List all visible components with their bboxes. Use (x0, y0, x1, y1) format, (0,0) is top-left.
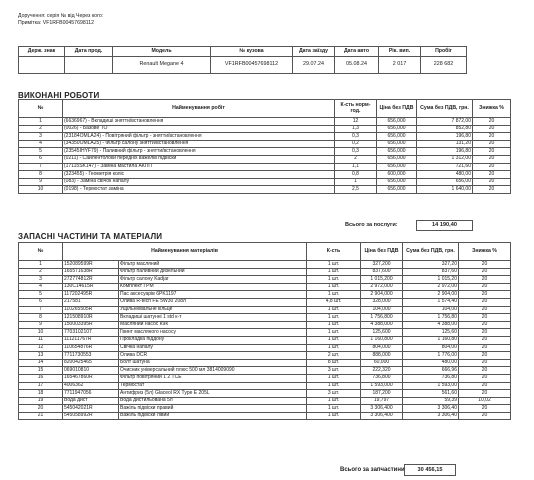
vehicle-header-cell: Рік. вип. (379, 47, 421, 57)
parts-cell: 272774812R (63, 276, 119, 284)
parts-cell: 804,00 (403, 344, 459, 352)
vehicle-table (18, 46, 467, 74)
vehicle-cell: 228 682 (421, 57, 467, 74)
parts-cell: 7711730553 (63, 352, 119, 360)
parts-cell: 12 (19, 344, 63, 352)
works-cell: 20 (473, 148, 511, 156)
parts-cell: 7 (19, 306, 63, 314)
parts-cell: 1 574,40 (403, 298, 459, 306)
parts-cell: 20 (459, 367, 511, 375)
parts-cell: 736,800 (361, 374, 403, 382)
works-cell: (323455) - Геометрія коліс (63, 171, 335, 179)
parts-cell: 20 (459, 276, 511, 284)
parts-cell: 2 (19, 268, 63, 276)
parts-cell: 1 776,00 (403, 352, 459, 360)
vehicle-cell (19, 57, 65, 74)
parts-cell: 3 (19, 276, 63, 284)
parts-cell: 20 (459, 314, 511, 322)
table-row (19, 314, 511, 322)
table-row (19, 276, 511, 284)
parts-cell: 3 шт. (307, 390, 361, 398)
vehicle-header-cell: Дата заїзду (293, 47, 335, 57)
parts-cell: Болт шатуна (119, 359, 307, 367)
parts-cell: 1 015,200 (361, 276, 403, 284)
works-cell: 1,1 (335, 163, 377, 171)
table-row (19, 397, 511, 405)
parts-cell: 666,96 (403, 367, 459, 375)
table-row (19, 344, 511, 352)
works-cell: (23545IHYF79) - Паливний фільтр - знятти/встановлення (63, 148, 335, 156)
works-cell: (083) - Заміна свічок напалу (63, 178, 335, 186)
parts-cell: 3 306,40 (403, 412, 459, 420)
parts-cell: 20 (19, 405, 63, 413)
works-cell: 131,20 (417, 140, 473, 148)
table-row (19, 125, 511, 133)
parts-cell: Фільтр паливний дизельний (119, 268, 307, 276)
parts-cell: 150003395R (63, 321, 119, 329)
parts-cell: 20 (459, 336, 511, 344)
works-cell: 656,000 (377, 148, 417, 156)
vehicle-header-cell: Пробіг (421, 47, 467, 57)
parts-cell: 104,00 (403, 306, 459, 314)
parts-cell: Прокладка піддону (119, 336, 307, 344)
vehicle-header-cell: Держ. знак (19, 47, 65, 57)
table-row (19, 171, 511, 179)
works-cell: (6636967) - Вкладиші знятти/встановлення (63, 118, 335, 126)
parts-table (18, 242, 511, 420)
works-cell: (17115SK147) - Заміна мастила АКПП (63, 163, 335, 171)
vehicle-cell: 05.08.24 (335, 57, 379, 74)
parts-cell: 1 015,20 (403, 276, 459, 284)
parts-cell: 117202495R (63, 291, 119, 299)
works-cell: 1 (335, 178, 377, 186)
works-cell: 1 (19, 118, 63, 126)
vehicle-header-cell: Модель (113, 47, 211, 57)
works-cell: 8 (19, 171, 63, 179)
works-cell: 852,80 (417, 125, 473, 133)
works-cell: 656,000 (377, 118, 417, 126)
works-cell: 20 (473, 155, 511, 163)
parts-cell: Антифриз (5л) Glaceol RX Type E 205L (119, 390, 307, 398)
parts-cell: 2 972,000 (361, 283, 403, 291)
parts-cell: 1 шт. (307, 382, 361, 390)
parts-cell: 327,200 (361, 261, 403, 269)
parts-cell: Свічка напалу (119, 344, 307, 352)
works-cell: 721,60 (417, 163, 473, 171)
table-row (19, 306, 511, 314)
parts-cell: 19 (19, 397, 63, 405)
table-row (19, 163, 511, 171)
parts-cell: 165571638R (63, 268, 119, 276)
table-row (19, 261, 511, 269)
works-cell: 20 (473, 118, 511, 126)
parts-cell: 217581 (63, 298, 119, 306)
table-row (19, 367, 511, 375)
parts-cell: 20 (459, 405, 511, 413)
works-cell: 20 (473, 133, 511, 141)
works-cell: 20 (473, 125, 511, 133)
parts-cell: 327,20 (403, 261, 459, 269)
parts-cell: 10,02 (459, 397, 511, 405)
parts-cell: Важіль підвіски правий (119, 405, 307, 413)
table-row (19, 186, 511, 194)
parts-cell: 20 (459, 352, 511, 360)
parts-cell: Термостат (119, 382, 307, 390)
works-cell: 1 312,00 (417, 155, 473, 163)
table-row (19, 321, 511, 329)
table-row (19, 148, 511, 156)
parts-cell: 20 (459, 390, 511, 398)
works-total-label: Всього за послуги: (345, 222, 398, 228)
works-cell: 600,000 (377, 171, 417, 179)
parts-cell: 20 (459, 268, 511, 276)
parts-cell: 11 (19, 336, 63, 344)
parts-cell: 1 шт. (307, 321, 361, 329)
parts-cell: 3 306,400 (361, 405, 403, 413)
parts-cell: 20 (459, 374, 511, 382)
parts-cell: 110654876R (63, 344, 119, 352)
parts-cell: 20 (459, 261, 511, 269)
parts-cell: 6 (19, 298, 63, 306)
parts-cell: 4006362 (63, 382, 119, 390)
works-header-cell: К-сть норм-год. (335, 100, 377, 118)
works-cell: 656,000 (377, 140, 417, 148)
order-info-line: Доручення: серія № від Через кого: (18, 13, 104, 19)
parts-header-cell: Найменування матеріалів (63, 243, 307, 261)
works-header-cell: Найменування робіт (63, 100, 335, 118)
works-cell: 3 (19, 133, 63, 141)
parts-cell: 16 (19, 374, 63, 382)
parts-cell: 2 904,00 (403, 291, 459, 299)
parts-cell: 3 шт. (307, 367, 361, 375)
works-cell: 196,80 (417, 133, 473, 141)
works-cell: 20 (473, 186, 511, 194)
parts-cell: 4 388,000 (361, 321, 403, 329)
parts-cell: 1 шт. (307, 412, 361, 420)
parts-cell: 1 160,800 (361, 336, 403, 344)
parts-cell: 1 шт. (307, 291, 361, 299)
table-row (19, 283, 511, 291)
works-cell: (0198) - Термостат заміна (63, 186, 335, 194)
parts-cell: 15 (19, 367, 63, 375)
parts-cell: 1 160,80 (403, 336, 459, 344)
parts-cell: 888,000 (361, 352, 403, 360)
parts-cell: 20 (459, 329, 511, 337)
parts-cell: 21 (19, 412, 63, 420)
works-cell: 4 (19, 140, 63, 148)
works-cell: 1 640,00 (417, 186, 473, 194)
works-cell: (0026) - Базове ТО (63, 125, 335, 133)
parts-cell: 20 (459, 359, 511, 367)
parts-cell: Важіль підвіски лівий (119, 412, 307, 420)
table-row (19, 155, 511, 163)
parts-cell: Ущільнювальне кільце (119, 306, 307, 314)
table-row (19, 291, 511, 299)
works-cell: 2 (335, 155, 377, 163)
works-cell: 20 (473, 140, 511, 148)
parts-cell: Гвинт масляного насосу (119, 329, 307, 337)
works-cell: 6 (19, 155, 63, 163)
parts-cell: Пас аксесуарів 6PK1197 (119, 291, 307, 299)
note-line: Примітка: VF1RFB00457698112 (18, 20, 94, 26)
works-cell: 0,2 (335, 140, 377, 148)
vehicle-cell: Renault Megane 4 (113, 57, 211, 74)
parts-cell: 1 шт. (307, 344, 361, 352)
parts-cell: Очисник універсальний плюс 500 мл 3814009090 (119, 367, 307, 375)
works-cell: 2 (19, 125, 63, 133)
vehicle-header-cell: Дата прод. (65, 47, 113, 57)
works-cell: 480,00 (417, 171, 473, 179)
parts-total-value: 30 456,15 (404, 464, 456, 476)
works-cell: 656,000 (377, 133, 417, 141)
works-cell: 656,00 (417, 178, 473, 186)
works-cell: 20 (473, 163, 511, 171)
works-header-cell: Ціна без ПДВ (377, 100, 417, 118)
works-cell: 2,5 (335, 186, 377, 194)
parts-cell: 20 (459, 298, 511, 306)
vehicle-cell: 2 017 (379, 57, 421, 74)
parts-cell: 20 (459, 283, 511, 291)
works-cell: 196,80 (417, 148, 473, 156)
parts-cell: 7703102107 (63, 329, 119, 337)
works-cell: (0211) - Сайлентблоки передніх важелів підвіски (63, 155, 335, 163)
works-cell: 656,000 (377, 163, 417, 171)
parts-cell: 14 (19, 359, 63, 367)
parts-cell: 20 (459, 321, 511, 329)
works-cell: 7 (19, 163, 63, 171)
parts-cell: 1 756,800 (361, 314, 403, 322)
parts-cell: 125,600 (361, 329, 403, 337)
works-table (18, 99, 511, 194)
works-section-title: ВИКОНАНІ РОБОТИ (18, 91, 100, 100)
works-cell: 10 (19, 186, 63, 194)
parts-cell: 8 шт. (307, 359, 361, 367)
parts-cell: Вода дистильована 5л (119, 397, 307, 405)
parts-cell: 1 (19, 261, 63, 269)
parts-cell: 60,000 (361, 359, 403, 367)
works-cell: 0,8 (335, 171, 377, 179)
works-cell: 20 (473, 171, 511, 179)
parts-cell: 1 шт. (307, 261, 361, 269)
parts-cell: 480,00 (403, 359, 459, 367)
parts-section-title: ЗАПАСНІ ЧАСТИНИ ТА МАТЕРІАЛИ (18, 232, 163, 241)
parts-cell: 18 (19, 390, 63, 398)
works-cell: (23184OMLA24) - Повітряний фільтр - знятти/встановлення (63, 133, 335, 141)
parts-cell: 152089599R (63, 261, 119, 269)
works-cell: 20 (473, 178, 511, 186)
parts-cell: 2 904,000 (361, 291, 403, 299)
parts-header-cell: Ціна без ПДВ (361, 243, 403, 261)
parts-cell: 1 шт. (307, 405, 361, 413)
table-row (19, 405, 511, 413)
table-row (19, 352, 511, 360)
table-row (19, 140, 511, 148)
parts-cell: 7711947056 (63, 390, 119, 398)
parts-cell: 4 (19, 283, 63, 291)
table-row (19, 336, 511, 344)
parts-cell: 545042021R (63, 405, 119, 413)
works-cell: 0,3 (335, 133, 377, 141)
parts-cell: 3 306,400 (361, 412, 403, 420)
parts-cell: Олива DCR (119, 352, 307, 360)
parts-cell: 1 756,80 (403, 314, 459, 322)
works-cell: 9 (19, 178, 63, 186)
vehicle-header-cell: № кузова (211, 47, 293, 57)
works-cell: 656,000 (377, 155, 417, 163)
parts-total-label: Всього за запчастини (340, 467, 405, 473)
parts-cell: 1 шт. (307, 276, 361, 284)
parts-cell: Масляний насос К9К (119, 321, 307, 329)
vehicle-row (19, 57, 467, 74)
table-row (19, 178, 511, 186)
parts-cell: 5 (19, 291, 63, 299)
parts-cell: 110265505R (63, 306, 119, 314)
parts-cell: 20 (459, 306, 511, 314)
parts-cell: 837,60 (403, 268, 459, 276)
works-total-value: 14 190,40 (416, 220, 473, 231)
table-row (19, 268, 511, 276)
parts-cell: 165467860R (63, 374, 119, 382)
parts-cell: 222,320 (361, 367, 403, 375)
parts-header-cell: Знижка % (459, 243, 511, 261)
parts-cell: Комплект ГРМ (119, 283, 307, 291)
parts-cell: 187,200 (361, 390, 403, 398)
table-row (19, 329, 511, 337)
works-header-cell: Знижка % (473, 100, 511, 118)
works-header-cell: № (19, 100, 63, 118)
parts-cell: 1 шт. (307, 283, 361, 291)
parts-cell: Вкладиші шатунні 1 std к-т (119, 314, 307, 322)
parts-cell: 17 (19, 382, 63, 390)
parts-cell: 59,39 (403, 397, 459, 405)
parts-cell: 8 (19, 314, 63, 322)
parts-cell: 130C14615R (63, 283, 119, 291)
parts-cell: 069010810 (63, 367, 119, 375)
parts-cell: 4,8 шт. (307, 298, 361, 306)
parts-cell: Вода дист (63, 397, 119, 405)
parts-cell: 328,000 (361, 298, 403, 306)
parts-cell: Олива R-tech FE 5W30 208л (119, 298, 307, 306)
works-cell: 5 (19, 148, 63, 156)
parts-cell: 10 (19, 329, 63, 337)
parts-cell: 1 593,00 (403, 382, 459, 390)
parts-cell: 1 шт. (307, 306, 361, 314)
parts-cell: 736,80 (403, 374, 459, 382)
parts-header-cell: Сума без ПДВ, грн. (403, 243, 459, 261)
parts-cell: 20 (459, 344, 511, 352)
parts-cell: 125,60 (403, 329, 459, 337)
table-row (19, 133, 511, 141)
parts-cell: Фільтр масляний (119, 261, 307, 269)
works-header-cell: Сума без ПДВ, грн. (417, 100, 473, 118)
parts-cell: 1 шт. (307, 397, 361, 405)
works-cell: 1,3 (335, 125, 377, 133)
works-cell: (34350OMLA25) - Фільтр салону знятти/встановлення (63, 140, 335, 148)
parts-cell: 20 (459, 382, 511, 390)
parts-cell: 545058992R (63, 412, 119, 420)
parts-cell: 1 шт. (307, 314, 361, 322)
parts-cell: 561,60 (403, 390, 459, 398)
parts-cell: 20 (459, 412, 511, 420)
vehicle-header-cell: Дата авто (335, 47, 379, 57)
table-row (19, 382, 511, 390)
parts-cell: 121508910R (63, 314, 119, 322)
vehicle-cell: VF1RFB00457698112 (211, 57, 293, 74)
parts-cell: 9 (19, 321, 63, 329)
vehicle-cell: 29.07.24 (293, 57, 335, 74)
parts-cell: 13 (19, 352, 63, 360)
works-cell: 12 (335, 118, 377, 126)
parts-cell: 2 972,00 (403, 283, 459, 291)
parts-cell: 804,000 (361, 344, 403, 352)
table-row (19, 390, 511, 398)
table-row (19, 118, 511, 126)
works-cell: 656,000 (377, 186, 417, 194)
table-row (19, 374, 511, 382)
parts-cell: 1 шт. (307, 329, 361, 337)
parts-cell: 1 593,000 (361, 382, 403, 390)
parts-cell: 4 388,00 (403, 321, 459, 329)
works-cell: 0,3 (335, 148, 377, 156)
parts-cell: 837,600 (361, 268, 403, 276)
parts-cell: 1 шт. (307, 268, 361, 276)
parts-cell: 104,000 (361, 306, 403, 314)
parts-cell: 1 шт. (307, 336, 361, 344)
parts-cell: 8200425465 (63, 359, 119, 367)
table-row (19, 359, 511, 367)
parts-cell: 111211767R (63, 336, 119, 344)
parts-cell: 3 306,40 (403, 405, 459, 413)
parts-cell: 1 шт. (307, 374, 361, 382)
works-cell: 7 872,00 (417, 118, 473, 126)
table-row (19, 412, 511, 420)
parts-cell: Фільтр повітряний 1 2 ТСЕ (119, 374, 307, 382)
vehicle-cell (65, 57, 113, 74)
works-cell: 656,000 (377, 178, 417, 186)
works-cell: 656,000 (377, 125, 417, 133)
parts-cell: 19,797 (361, 397, 403, 405)
parts-cell: Фільтр салону Kadjar (119, 276, 307, 284)
parts-header-cell: № (19, 243, 63, 261)
parts-cell: 2 шт. (307, 352, 361, 360)
parts-header-cell: К-сть (307, 243, 361, 261)
table-row (19, 298, 511, 306)
parts-cell: 20 (459, 291, 511, 299)
